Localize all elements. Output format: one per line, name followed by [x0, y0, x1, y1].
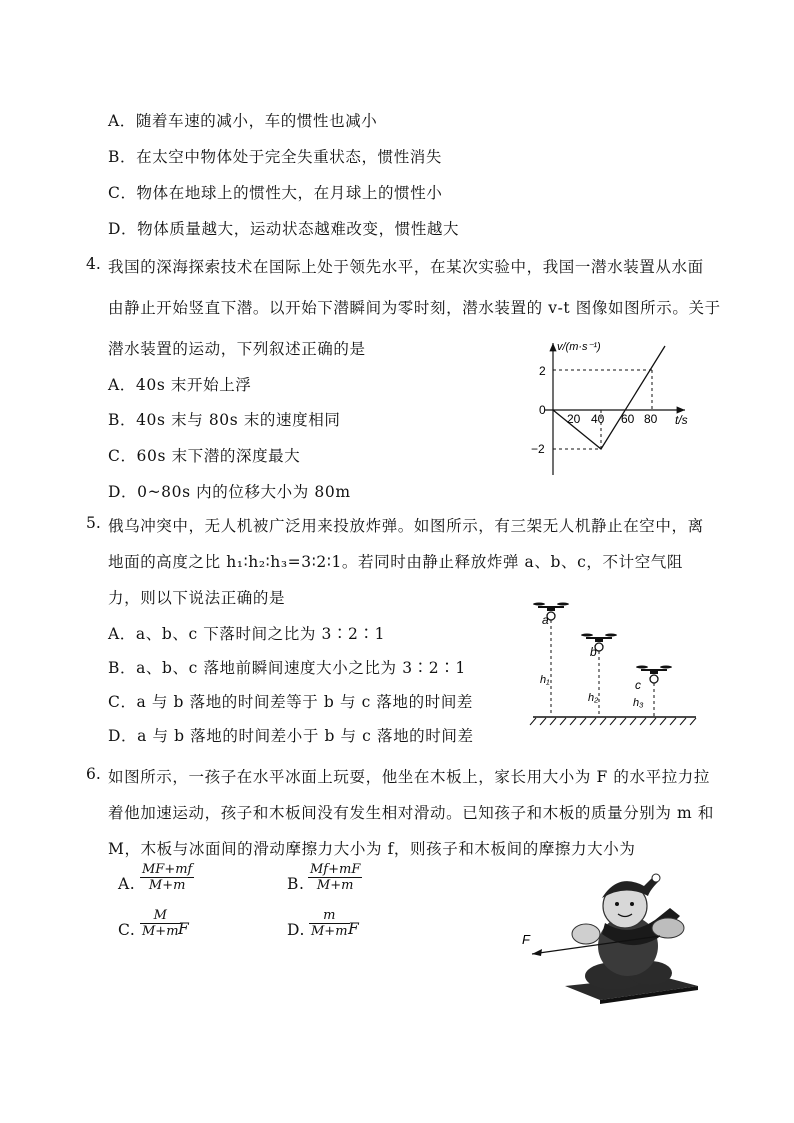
q4-stem-line-1: 我国的深海探索技术在国际上处于领先水平，在某次实验中，我国一潜水装置从水面	[108, 258, 704, 276]
graph-xlabel: t/s	[675, 413, 688, 427]
q6-option-d-fraction: $\frac{m}{M+m}$	[311, 908, 348, 939]
ytick-neg2: −2	[531, 442, 545, 456]
bomb-label-b: b	[590, 645, 597, 659]
q6-number: 6.	[86, 765, 101, 783]
q5-option-d: D．a 与 b 落地的时间差小于 b 与 c 落地的时间差	[108, 727, 474, 745]
height-label-h2: h₂	[588, 692, 599, 704]
q6-stem-line-1: 如图所示，一孩子在水平冰面上玩耍，他坐在木板上，家长用大小为 F 的水平拉力拉	[108, 768, 711, 786]
q3-option-c: C．物体在地球上的惯性大，在月球上的惯性小	[108, 184, 443, 202]
q4-option-c: C．60s 末下潜的深度最大	[108, 447, 301, 465]
q4-stem-line-2: 由静止开始竖直下潜。以开始下潜瞬间为零时刻，潜水装置的 v-t 图像如图所示。关于	[108, 299, 721, 317]
force-label: F	[522, 932, 530, 947]
xtick-20: 20	[567, 412, 581, 426]
q6-option-d-letter: D.	[287, 921, 306, 939]
q5-number: 5.	[86, 514, 101, 532]
q6-option-c-tail: F	[178, 920, 190, 938]
xtick-80: 80	[644, 412, 658, 426]
q5-option-b: B．a、b、c 落地前瞬间速度大小之比为 3∶2∶1	[108, 659, 466, 677]
drone-icon	[636, 666, 672, 684]
ytick-2: 2	[539, 364, 546, 378]
q5-stem-line-3: 力，则以下说法正确的是	[108, 589, 286, 607]
q6-stem-line-2: 着他加速运动，孩子和木板间没有发生相对滑动。已知孩子和木板的质量分别为 m 和	[108, 804, 714, 822]
q6-option-b-letter: B.	[287, 875, 305, 893]
q4-vt-graph	[525, 335, 705, 480]
q6-option-d-tail: F	[348, 920, 360, 938]
q6-stem-line-3: M，木板与冰面间的滑动摩擦力大小为 f，则孩子和木板间的摩擦力大小为	[108, 840, 636, 858]
height-label-h1: h₁	[540, 674, 550, 686]
xtick-40: 40	[591, 412, 605, 426]
q5-stem-line-1: 俄乌冲突中，无人机被广泛用来投放炸弹。如图所示，有三架无人机静止在空中，离	[108, 517, 704, 535]
q6-option-c-fraction: $\frac{M}{M+m}$	[142, 908, 179, 939]
q5-stem-line-2: 地面的高度之比 h₁∶h₂∶h₃=3∶2∶1。若同时由静止释放炸弹 a、b、c，不计空气阻	[108, 553, 683, 571]
xtick-60: 60	[621, 412, 635, 426]
graph-ylabel: v/(m·s⁻¹)	[557, 341, 601, 353]
q3-option-a: A．随着车速的减小，车的惯性也减小	[108, 112, 378, 130]
bomb-label-c: c	[635, 678, 641, 692]
height-label-h3: h₃	[633, 697, 644, 709]
drone-icon	[581, 634, 617, 652]
q4-number: 4.	[86, 255, 101, 273]
q6-child-sled-figure	[520, 868, 720, 1008]
q3-option-d: D．物体质量越大，运动状态越难改变，惯性越大	[108, 220, 460, 238]
q4-stem-line-3: 潜水装置的运动，下列叙述正确的是	[108, 340, 366, 358]
bomb-label-a: a	[542, 613, 549, 627]
q4-option-b: B．40s 末与 80s 末的速度相同	[108, 411, 341, 429]
q6-option-a-letter: A.	[118, 875, 136, 893]
q3-option-b: B．在太空中物体处于完全失重状态，惯性消失	[108, 148, 442, 166]
drone-icon	[533, 603, 569, 621]
q6-option-c-letter: C.	[118, 921, 136, 939]
q6-option-b-fraction: $\frac{Mf+mF}{M+m}$	[310, 862, 361, 893]
graph-origin: 0	[539, 403, 546, 417]
q4-option-a: A．40s 末开始上浮	[108, 376, 252, 394]
vt-line	[553, 346, 665, 449]
q6-option-a-fraction: $\frac{MF+mf}{M+m}$	[142, 862, 193, 893]
q5-option-a: A．a、b、c 下落时间之比为 3∶2∶1	[108, 625, 386, 643]
q5-option-c: C．a 与 b 落地的时间差等于 b 与 c 落地的时间差	[108, 693, 474, 711]
q4-option-d: D．0~80s 内的位移大小为 80m	[108, 483, 351, 501]
q5-drone-figure	[528, 598, 703, 733]
